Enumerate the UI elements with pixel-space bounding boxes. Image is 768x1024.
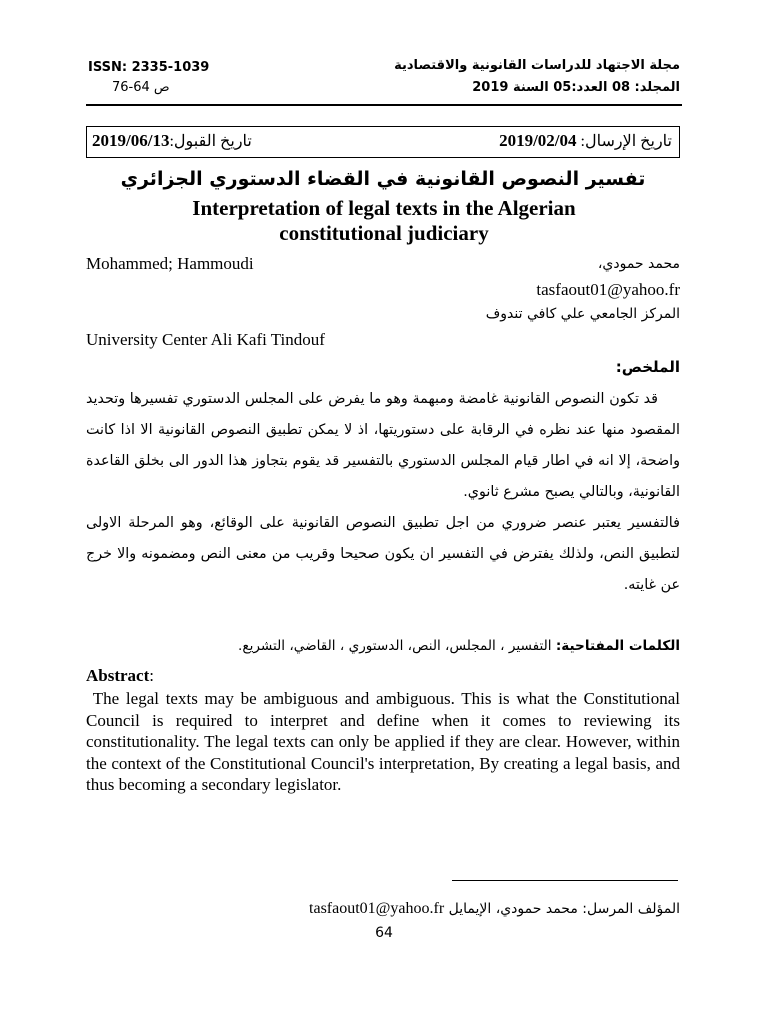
page-range: ص 64-76 xyxy=(112,80,170,95)
volume-issue-year: المجلد: 08 العدد:05 السنة 2019 xyxy=(472,80,680,95)
abstract-arabic-paragraph-1: قد تكون النصوص القانونية غامضة ومبهمة وهو ما يفرض على المجلس الدستوري تفسيرها وتحديد المقصود منها عند نظره في الرقابة على دستوريتها، اذ لا يمكن تطبيق النصوص القانونية الا اذا كانت واضحة، إلا انه في اطار قيام المجلس الدستوري بالتفسير قد يقوم بتجاوز هذا الدور الى بخلق القاعدة القانونية، وبالتالي يصبح مشرع ثانوي. xyxy=(86,391,680,500)
title-english-line2: constitutional judiciary xyxy=(279,221,489,245)
keywords xyxy=(238,638,680,654)
header-rule xyxy=(86,104,682,106)
abstract-english-text xyxy=(86,688,680,796)
footnote xyxy=(309,900,680,918)
abstract-english-body: The legal texts may be ambiguous and ambiguous. This is what the Constitutional Council is required to interpret and define when it comes to reviewing its constitutionality. The legal texts can only be applied if they are clear. However, within the context of the Constitutional Council's interpretation, By creating a legal basis, and thus becoming a secondary legislator. xyxy=(86,689,680,794)
sent-date xyxy=(499,131,672,151)
keywords-label: الكلمات المفتاحية: xyxy=(555,638,680,654)
accepted-date-label: تاريخ القبول: xyxy=(169,133,252,150)
page-number: 64 xyxy=(375,925,393,941)
footnote-rule xyxy=(452,880,678,881)
abstract-arabic-paragraph-2: فالتفسير يعتبر عنصر ضروري من اجل تطبيق النصوص القانونية على الوقائع، وهو المرحلة الاولى لتطبيق النص، ولذلك يفترض في التفسير ان يكون صحيحا وقريب من معنى النص ومضمونه والا خرج عن غايته. xyxy=(86,515,680,593)
abstract-english-heading xyxy=(86,666,154,686)
abstract-english-heading-text: Abstract xyxy=(86,666,150,685)
title-arabic: تفسير النصوص القانونية في القضاء الدستوري الجزائري xyxy=(120,168,646,190)
title-english-line1: Interpretation of legal texts in the Algerian xyxy=(192,196,576,220)
sent-date-label: تاريخ الإرسال: xyxy=(580,133,672,150)
author-name-arabic: محمد حمودي، xyxy=(597,256,680,272)
accepted-date xyxy=(92,131,252,151)
author-name-english: Mohammed; Hammoudi xyxy=(86,254,254,273)
abstract-english-heading-colon: : xyxy=(149,666,154,685)
title-english xyxy=(100,196,668,246)
journal-name: مجلة الاجتهاد للدراسات القانونية والاقتصادية xyxy=(394,58,680,73)
accepted-date-value: 2019/06/13 xyxy=(92,131,170,150)
abstract-arabic-heading: الملخص: xyxy=(615,358,680,376)
issn: ISSN: 2335-1039 xyxy=(88,60,210,75)
institution-english: University Center Ali Kafi Tindouf xyxy=(86,330,325,349)
author-email: tasfaout01@yahoo.fr xyxy=(536,280,680,299)
sent-date-value: 2019/02/04 xyxy=(499,131,577,150)
abstract-arabic xyxy=(86,384,680,601)
keywords-text: التفسير ، المجلس، النص، الدستوري ، القاضي، التشريع. xyxy=(238,638,552,654)
footnote-label: المؤلف المرسل: محمد حمودي، الإيمايل xyxy=(448,901,680,917)
footnote-email: tasfaout01@yahoo.fr xyxy=(309,900,445,917)
institution-arabic: المركز الجامعي علي كافي تندوف xyxy=(485,306,680,322)
